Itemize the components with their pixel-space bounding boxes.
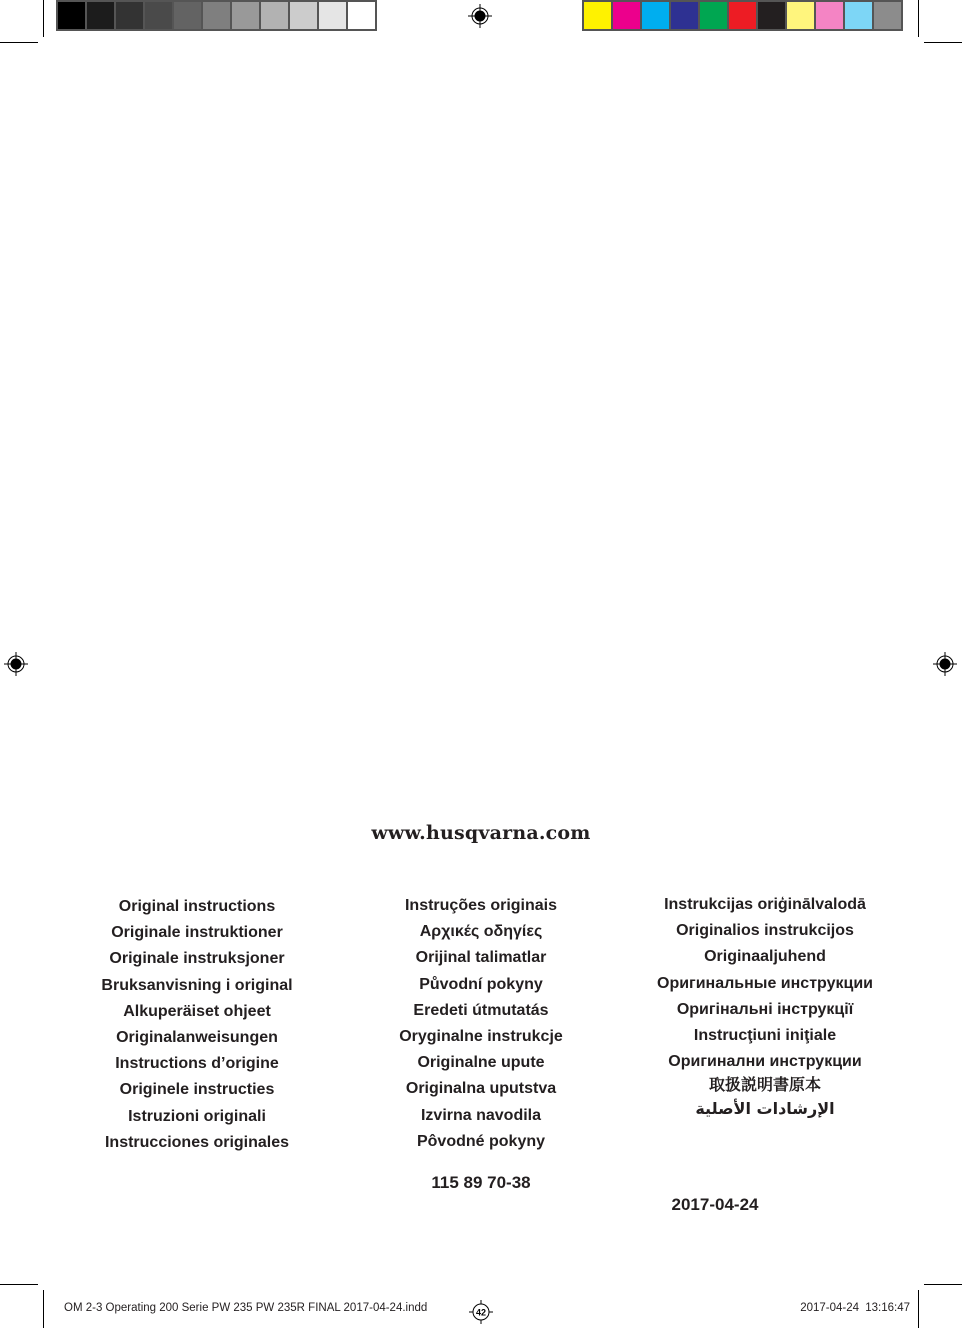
title-lt: Originalios instrukcijos (676, 922, 854, 940)
gray-swatch (58, 2, 85, 29)
title-nl: Originele instructies (119, 1081, 275, 1099)
title-tr: Orijinal talimatlar (415, 949, 547, 967)
registration-mark-page-icon (469, 1300, 493, 1324)
title-ro: Instrucţiuni iniţiale (693, 1027, 837, 1045)
crop-mark-bottom-right-h (924, 1284, 962, 1285)
slug-timestamp: 2017-04-24 13:16:47 (800, 1302, 910, 1314)
color-swatch (787, 2, 814, 29)
title-ar: الإرشادات الأصلية (695, 1099, 835, 1119)
title-no: Originale instruksjoner (109, 950, 285, 968)
title-es: Instrucciones originales (104, 1133, 290, 1151)
title-ja: 取扱説明書原本 (708, 1077, 821, 1095)
gray-swatch (203, 2, 230, 29)
registration-mark-icon (933, 652, 957, 676)
title-de: Originalanweisungen (116, 1029, 278, 1047)
slug-filename (64, 1302, 427, 1314)
part-number: 115 89 70-38 (431, 1173, 531, 1192)
gray-swatch (87, 2, 114, 29)
publication-date: 2017-04-24 (671, 1195, 759, 1214)
crop-mark-top-right-h (924, 42, 962, 43)
title-sv: Bruksanvisning i original (101, 976, 293, 994)
color-swatch (874, 2, 901, 29)
gray-swatch (145, 2, 172, 29)
grayscale-calibration-bar (56, 0, 377, 31)
crop-mark-bottom-left-h (0, 1284, 38, 1285)
color-swatch (816, 2, 843, 29)
website-url: www.husqvarna.com (371, 822, 591, 844)
gray-swatch (261, 2, 288, 29)
title-et: Originaaljuhend (704, 948, 826, 966)
titles-column-3 (624, 892, 906, 1121)
title-ru: Оригинальные инструкции (657, 974, 873, 992)
title-pl: Oryginalne instrukcje (399, 1028, 563, 1046)
registration-mark-icon (468, 4, 492, 28)
svg-text:42: 42 (475, 1307, 487, 1318)
crop-mark-bottom-left-v (43, 1290, 44, 1328)
color-swatch (584, 2, 611, 29)
title-hu: Eredeti útmutatás (413, 1001, 549, 1019)
crop-mark-top-right-v (918, 0, 919, 37)
title-cs: Původní pokyny (419, 975, 543, 993)
title-sl: Izvirna navodila (420, 1106, 542, 1124)
title-lv: Instrukcijas oriģinālvalodā (664, 896, 866, 913)
color-swatch (613, 2, 640, 29)
title-uk: Оригінальні інструкції (676, 1000, 854, 1018)
gray-swatch (290, 2, 317, 29)
title-da: Originale instruktioner (111, 924, 283, 942)
color-swatch (845, 2, 872, 29)
title-pt: Instruções originais (404, 897, 558, 914)
color-swatch (729, 2, 756, 29)
title-fr: Instructions d’origine (115, 1055, 279, 1073)
title-hr: Originalne upute (417, 1054, 545, 1072)
titles-column-1 (56, 894, 338, 1156)
gray-swatch (348, 2, 375, 29)
color-swatch (671, 2, 698, 29)
slug-filename-text: OM 2-3 Operating 200 Serie PW 235 PW 235R FINAL 2017-04-24.indd (64, 1302, 428, 1314)
titles-column-2 (340, 893, 622, 1155)
color-swatch (642, 2, 669, 29)
gray-swatch (319, 2, 346, 29)
gray-swatch (174, 2, 201, 29)
color-swatch (700, 2, 727, 29)
title-fi: Alkuperäiset ohjeet (123, 1002, 271, 1020)
gray-swatch (232, 2, 259, 29)
title-bg: Оригинални инструкции (668, 1053, 862, 1071)
crop-mark-top-left-v (43, 0, 44, 37)
title-en: Original instructions (118, 898, 276, 915)
crop-mark-top-left-h (0, 42, 38, 43)
color-calibration-bar (582, 0, 903, 31)
title-it: Istruzioni originali (128, 1107, 266, 1125)
title-sr: Originalna uputstva (405, 1080, 557, 1098)
title-el: Αρχικές οδηγίες (419, 923, 543, 941)
color-swatch (758, 2, 785, 29)
title-sk: Pôvodné pokyny (416, 1132, 546, 1150)
gray-swatch (116, 2, 143, 29)
crop-mark-bottom-right-v (918, 1290, 919, 1328)
registration-mark-icon (4, 652, 28, 676)
